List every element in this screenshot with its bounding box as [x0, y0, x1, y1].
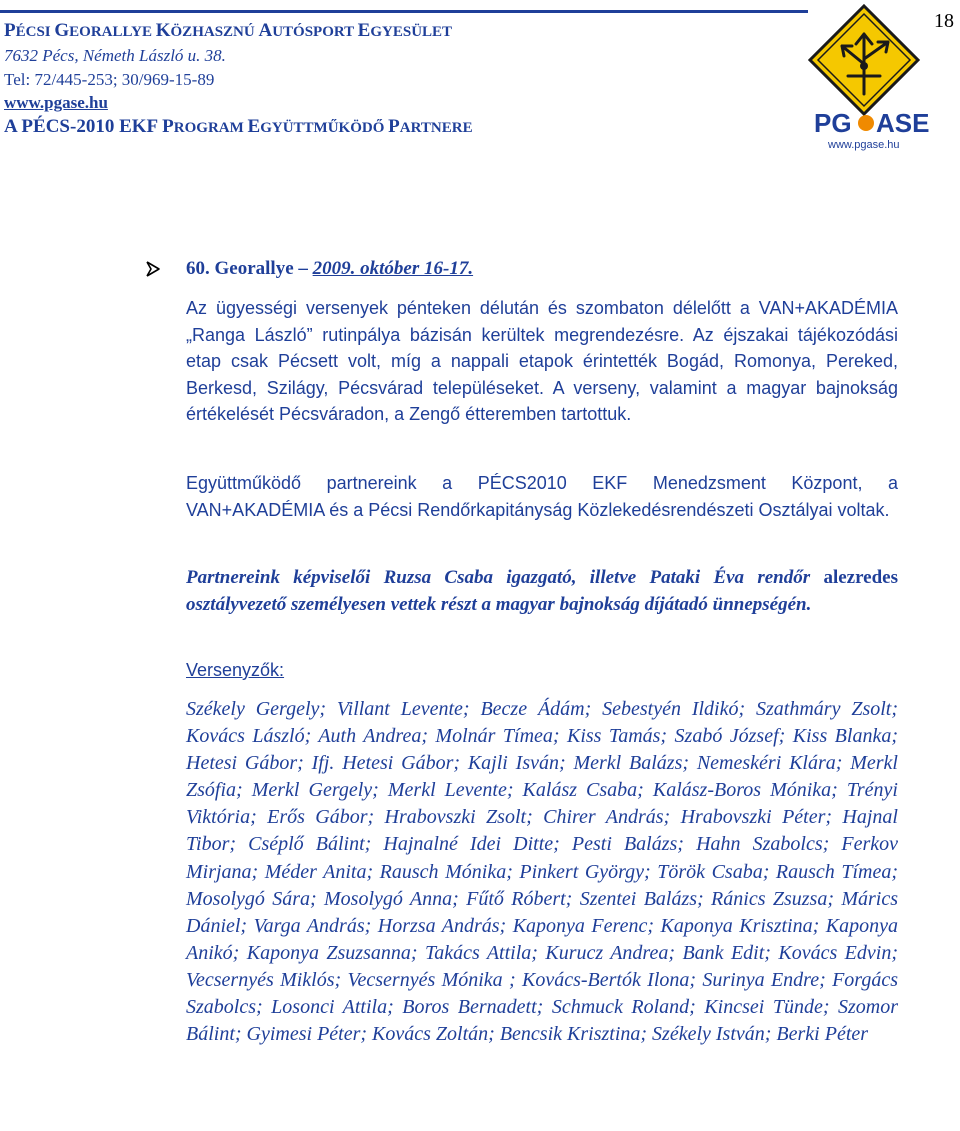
logo-url: www.pgase.hu: [828, 139, 900, 151]
paragraph-representatives: Partnereink képviselői Ruzsa Csaba igazgató, illetve Pataki Éva rendőr alezredes osztályvezető személyesen vettek részt a magyar bajnokság díjátadó ünnepségén.: [186, 567, 898, 615]
organization-phone: Tel: 72/445-253; 30/969-15-89: [4, 70, 215, 89]
page-header: [0, 0, 960, 160]
paragraph-event-description: Az ügyességi versenyek pénteken délután és szombaton délelőtt a VAN+AKADÉMIA „Ranga László” rutinpálya bázisán kerültek megrendezésre. Az éjszakai tájékozódási etap csak Pécsett volt, míg a nappali etapok érintették Bogád, Romonya, Pereked, Berkesd, Szilágy, Pécsvárad településeket. A verseny, valamint a magyar bajnokság értékelését Pécsváradon, a Zengő étteremben tartottuk.: [186, 298, 898, 424]
header-rule: [0, 10, 808, 13]
paragraph-partners: Együttműködő partnereink a PÉCS2010 EKF Menedzsment Központ, a VAN+AKADÉMIA és a Pécsi Rendőrkapitányság Közlekedésrendészeti Osztályai voltak.: [186, 473, 898, 520]
organization-name: PÉCSI GEORALLYE KÖZHASZNÚ AUTÓSPORT EGYESÜLET: [4, 20, 453, 41]
competitors-heading: Versenyzők:: [186, 660, 285, 680]
logo-brand-left: PG: [814, 108, 852, 138]
logo-star-icon: [858, 115, 874, 131]
event-heading: 60. Georallye – 2009. október 16-17.: [186, 258, 474, 279]
organization-address: 7632 Pécs, Németh László u. 38.: [4, 46, 226, 65]
organization-website-link[interactable]: www.pgase.hu: [4, 93, 108, 112]
competitors-list: Székely Gergely; Villant Levente; Becze Ádám; Sebestyén Ildikó; Szathmáry Zsolt; Kovács László; Auth Andrea; Molnár Tímea; Kiss Tamás; Szabó József; Kiss Blanka; Hetesi Gábor; Ifj. Hetesi Gábor; Kajli Isván; Merkl Balázs; Nemeskéri Klára; Merkl Zsófia; Merkl Gergely; Merkl Levente; Kalász Csaba; Kalász-Boros Mónika; Trényi Viktória; Erős Gábor; Hrabovszki Zsolt; Chirer András; Hrabovszki Péter; Hajnal Tibor; Cséplő Bálint; Hajnalné Idei Ditte; Pesti Balázs; Hahn Szabolcs; Ferkov Mirjana; Méder Anita; Rausch Mónika; Pinkert György; Török Csaba; Rausch Tímea; Mosolygó Sára; Mosolygó Anna; Fűtő Róbert; Szentei Balázs; Ránics Zsuzsa; Márics Dániel; Varga András; Horzsa András; Kaponya Ferenc; Kaponya Krisztina; Kaponya Anikó; Kaponya Zsuzsanna; Takács Attila; Kurucz Andrea; Bank Edit; Kovács Edvin; Vecsernyés Miklós; Vecsernyés Mónika ; Kovács-Bertók Ilona; Surinya Endre; Forgács Szabolcs; Losonci Attila; Boros Bernadett; Schmuck Roland; Kincsei Tünde; Szomor Bálint; Gyimesi Péter; Kovács Zoltán; Bencsik Krisztina; Székely István; Berki Péter: [186, 698, 898, 1046]
logo-brand-right: ASE: [876, 108, 930, 138]
page-number: 18: [934, 10, 954, 32]
partner-heading: A PÉCS-2010 EKF PROGRAM EGYÜTTMŰKÖDŐ PARTNERE: [4, 116, 473, 137]
arrow-bullet-icon: [144, 260, 162, 278]
pgase-logo: [808, 4, 936, 154]
